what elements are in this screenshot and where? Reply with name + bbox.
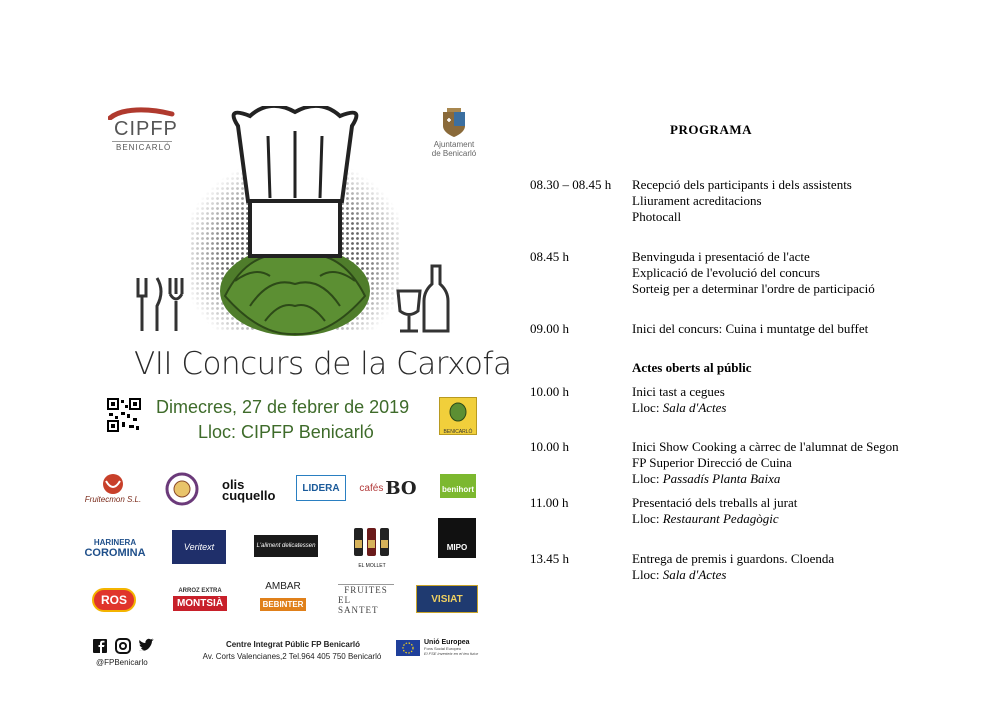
program-item: Inici Show Cooking a càrrec de l'alumnat de Segon FP Superior Direcció de Cuina Lloc: Passadís Planta Baixa	[632, 439, 899, 486]
sponsor-benihort: benihort	[440, 462, 476, 498]
sponsor-ros: ROS	[92, 588, 136, 612]
badge-text: BENICARLÓ	[443, 429, 473, 435]
sponsor-aliment-delicatessen: L'aliment delicatessen	[254, 535, 318, 557]
sponsor-fruitecmon: Fruitecmon S.L.	[78, 468, 148, 508]
artichoke-icon	[220, 246, 370, 336]
sponsor-veritext: Veritext	[172, 530, 226, 564]
event-date: Dimecres, 27 de febrer de 2019	[156, 397, 410, 417]
cipfp-name: CIPFP	[114, 118, 178, 140]
social-icons	[92, 638, 162, 654]
ajuntament-line1: Ajuntament	[433, 140, 475, 149]
qr-code-icon	[107, 398, 141, 432]
sponsor-lidera: LIDERA	[296, 475, 346, 501]
social-handle: @FPBenicarlo	[96, 658, 148, 667]
wine-bottles-icon	[352, 524, 392, 558]
program-time: 09.00 h	[530, 321, 569, 336]
program-item: Recepció dels participants i dels assistents Lliurament acreditacions Photocall	[632, 177, 852, 224]
eu-text: Unió Europea Fons Social Europeu El FSE inverteix en el teu futur	[424, 639, 479, 656]
sponsor-cafes-bo: cafés BO	[359, 477, 417, 499]
program-time: 11.00 h	[530, 495, 569, 510]
event-place: Lloc: CIPFP Benicarló	[198, 422, 374, 442]
program-item: Inici tast a cegues Lloc: Sala d'Actes	[632, 384, 727, 415]
sponsor-mipo: MIPO	[438, 518, 476, 558]
ajuntament-line2: de Benicarló	[431, 149, 477, 158]
fruitecmon-icon	[100, 473, 126, 495]
poster-title: VII Concurs de la Carxofa	[134, 346, 512, 382]
cutlery-icon	[138, 278, 182, 331]
wine-icon	[398, 266, 448, 331]
eu-flag-icon	[396, 640, 420, 656]
program-section-heading: Actes oberts al públic	[632, 360, 752, 375]
artichoke-badge	[439, 397, 477, 435]
artichoke-small-icon	[440, 398, 476, 424]
program-time: 08.30 – 08.45 h	[530, 177, 612, 192]
sponsor-fruites-el-santet: FRUITES EL SANTET	[338, 584, 394, 614]
program-item: Presentació dels treballs al jurat Lloc: Restaurant Pedagògic	[632, 495, 798, 526]
facebook-icon[interactable]	[93, 639, 107, 653]
program-time: 10.00 h	[530, 384, 569, 399]
sponsor-ambar-bebinter: AMBAR BEBINTER	[260, 573, 306, 619]
sponsor-montsia: ARROZ EXTRA MONTSIÀ	[172, 582, 228, 616]
footer-address: Av. Corts Valencianes,2 Tel.964 405 750 Benicarló	[202, 652, 382, 661]
program-time: 08.45 h	[530, 249, 569, 264]
sponsor-el-mollet: EL MOLLET	[352, 524, 392, 568]
program-item: Inici del concurs: Cuina i muntatge del buffet	[632, 321, 869, 336]
program-item: Entrega de premis i guardons. Cloenda Lloc: Sala d'Actes	[632, 551, 835, 582]
footer-centre-name: Centre Integrat Públic FP Benicarló	[225, 640, 361, 649]
sponsor-visiat: VISIAT	[416, 585, 478, 613]
program-item: Benvinguda i presentació de l'acte Explicació de l'evolució del concurs Sorteig per a determinar l'ordre de participació	[632, 249, 875, 296]
sponsor-harinera-coromina: HARINERA COROMINA	[84, 537, 146, 559]
chef-hat-artichoke-illustration	[130, 106, 460, 341]
program-title: PROGRAMA	[670, 122, 752, 137]
cipfp-city: BENICARLÓ	[116, 143, 172, 152]
event-poster	[70, 68, 512, 680]
program-time: 10.00 h	[530, 439, 569, 454]
twitter-icon[interactable]	[139, 639, 154, 651]
instagram-icon[interactable]	[116, 639, 130, 653]
sponsor-olis-cuquello: olis cuquello	[222, 477, 276, 503]
chef-hat-icon	[234, 106, 357, 256]
sponsor-seal-icon	[165, 472, 199, 506]
program-time: 13.45 h	[530, 551, 569, 566]
